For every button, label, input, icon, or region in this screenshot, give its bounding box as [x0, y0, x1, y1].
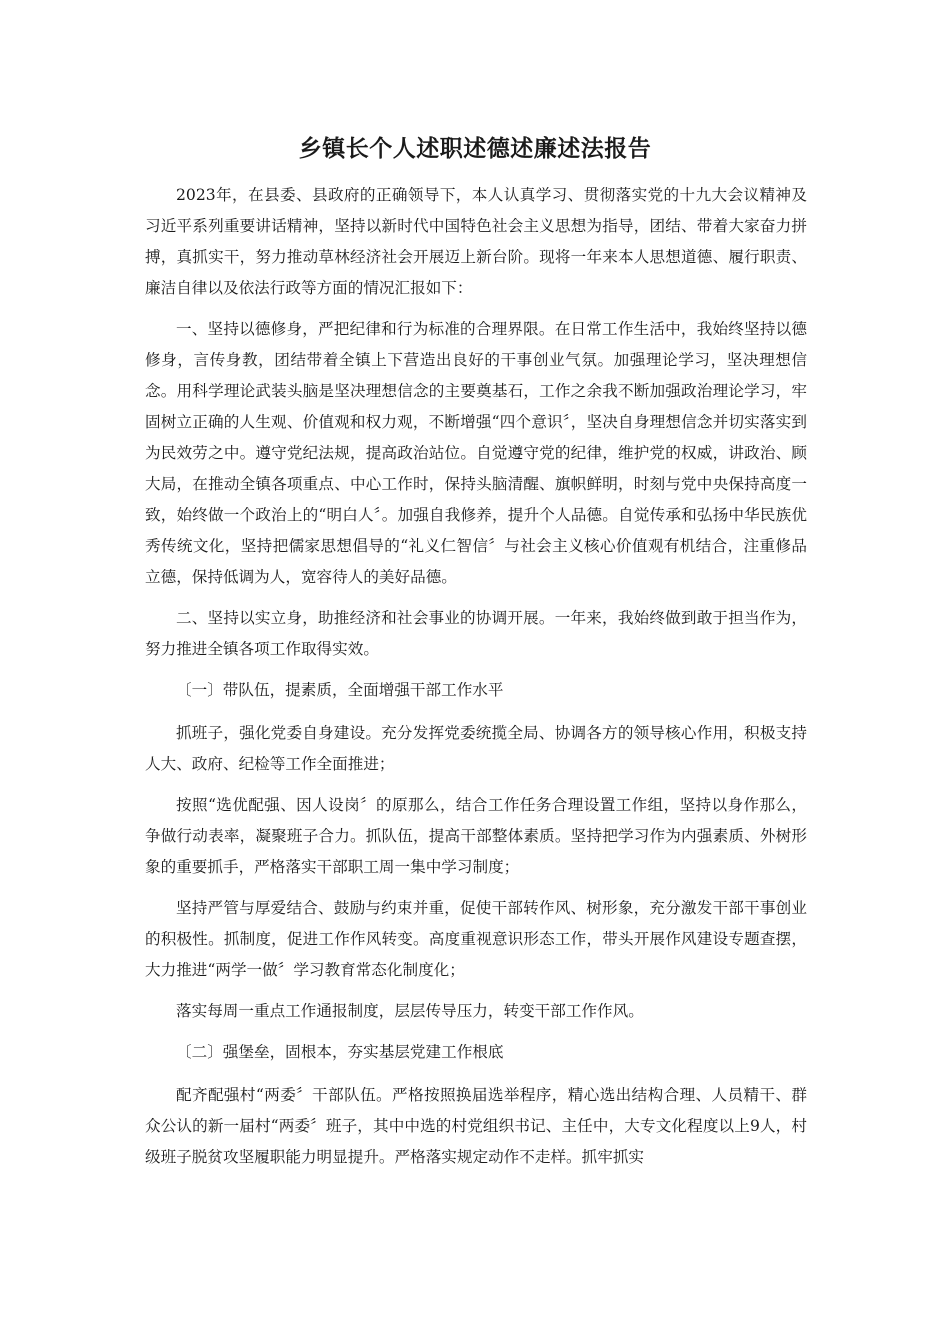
paragraph-body: 抓班子，强化党委自身建设。充分发挥党委统揽全局、协调各方的领导核心作用，积极支持人大、政府、纪检等工作全面推进；: [145, 724, 807, 773]
paragraph-body: 配齐配强村“两委〞干部队伍。严格按照换届选举程序，精心选出结构合理、人员精干、群众公认的新一届村“两委〞班子，其中中选的村党组织书记、主任中，大专文化程度以上9人，村级班子脱贫攻坚履职能力明显提升。严格落实规定动作不走样。抓牢抓实: [145, 1086, 807, 1166]
paragraph-body: 落实每周一重点工作通报制度，层层传导压力，转变干部工作作风。: [176, 1002, 644, 1020]
document-body: [145, 180, 807, 1183]
paragraph-section-two: 二、坚持以实立身，助推经济和社会事业的协调开展。一年来，我始终做到敢于担当作为，努力推进全镇各项工作取得实效。: [145, 609, 807, 658]
document-title: 乡镇长个人述职述德述廉述法报告: [298, 136, 652, 162]
paragraph-intro: 2023年，在县委、县政府的正确领导下，本人认真学习、贯彻落实党的十九大会议精神及习近平系列重要讲话精神，坚持以新时代中国特色社会主义思想为指导，团结、带着大家奋力拼搏，真抓实干，努力推动草林经济社会开展迈上新台阶。现将一年来本人思想道德、履行职责、廉洁自律以及依法行政等方面的情况汇报如下：: [145, 186, 807, 297]
subheading-two: 〔二〕强堡垒，固根本，夯实基层党建工作根底: [176, 1043, 504, 1061]
subheading-one: 〔一〕带队伍，提素质，全面增强干部工作水平: [176, 681, 504, 699]
paragraph-section-one: 一、坚持以德修身，严把纪律和行为标准的合理界限。在日常工作生活中，我始终坚持以德修身，言传身教，团结带着全镇上下营造出良好的干事创业气氛。加强理论学习，坚决理想信念。用科学理论武装头脑是坚决理想信念的主要奠基石，工作之余我不断加强政治理论学习，牢固树立正确的人生观、价值观和权力观，不断增强“四个意识〞，坚决自身理想信念并切实落实到为民效劳之中。遵守党纪法规，提高政治站位。自觉遵守党的纪律，维护党的权威，讲政治、顾大局，在推动全镇各项重点、中心工作时，保持头脑清醒、旗帜鲜明，时刻与党中央保持高度一致，始终做一个政治上的“明白人〞。加强自我修养，提升个人品德。自觉传承和弘扬中华民族优秀传统文化，坚持把儒家思想倡导的“礼义仁智信〞与社会主义核心价值观有机结合，注重修品立德，保持低调为人，宽容待人的美好品德。: [145, 320, 807, 586]
paragraph-body: 按照“选优配强、因人设岗〞的原那么，结合工作任务合理设置工作组，坚持以身作那么，争做行动表率，凝聚班子合力。抓队伍，提高干部整体素质。坚持把学习作为内强素质、外树形象的重要抓手，严格落实干部职工周一集中学习制度；: [145, 796, 807, 876]
paragraph-body: 坚持严管与厚爱结合、鼓励与约束并重，促使干部转作风、树形象，充分激发干部干事创业的积极性。抓制度，促进工作作风转变。高度重视意识形态工作，带头开展作风建设专题查摆，大力推进“两学一做〞学习教育常态化制度化；: [145, 899, 807, 979]
